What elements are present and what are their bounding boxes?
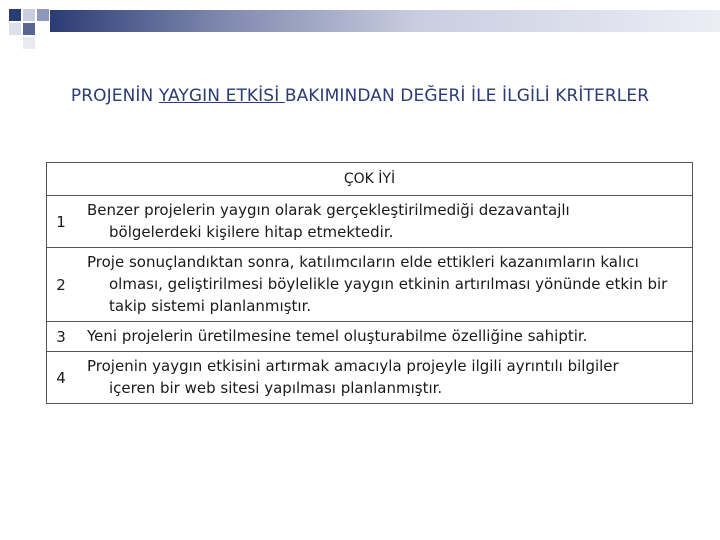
row-text-continuation: olması, geliştirilmesi böylelikle yaygın etkinin artırılması yönünde etkin bir takip sistemi planlanmıştır. [109,275,668,315]
row-number: 2 [47,248,76,322]
row-number: 4 [47,352,76,404]
table-row [47,352,693,404]
row-number: 3 [47,322,76,352]
decorative-square [9,9,21,21]
row-text [75,352,693,404]
table-header-row [47,163,693,196]
table-row [47,196,693,248]
table-row [47,248,693,322]
page-title-underlined: YAYGIN ETKİSİ [158,86,285,106]
decorative-square [23,23,35,35]
row-text-first-line: Projenin yaygın etkisini artırmak amacıyla projeyle ilgili ayrıntılı bilgiler [87,357,619,375]
table-row [47,322,693,352]
decorative-square [37,9,49,21]
decorative-square [9,23,21,35]
row-text-first-line: Yeni projelerin üretilmesine temel oluşturabilme özelliğine sahiptir. [87,327,588,345]
decorative-square [23,37,35,49]
row-text [75,196,693,248]
decorative-gradient-band [50,10,720,32]
criteria-table [46,162,693,404]
row-text-continuation: bölgelerdeki kişilere hitap etmektedir. [109,223,394,241]
table-header: ÇOK İYİ [47,163,693,196]
row-number: 1 [47,196,76,248]
row-text-first-line: Proje sonuçlandıktan sonra, katılımcıların elde ettikleri kazanımların kalıcı [87,253,639,271]
row-text-continuation: içeren bir web sitesi yapılması planlanmıştır. [109,379,443,397]
decorative-square [23,9,35,21]
row-text [75,248,693,322]
row-text [75,322,693,352]
page-title-suffix: BAKIMINDAN DEĞERİ İLE İLGİLİ KRİTERLER [284,86,650,106]
page-title [0,86,720,106]
row-text-first-line: Benzer projelerin yaygın olarak gerçekleştirilmediği dezavantajlı [87,201,570,219]
page-title-prefix: PROJENİN [70,86,159,106]
